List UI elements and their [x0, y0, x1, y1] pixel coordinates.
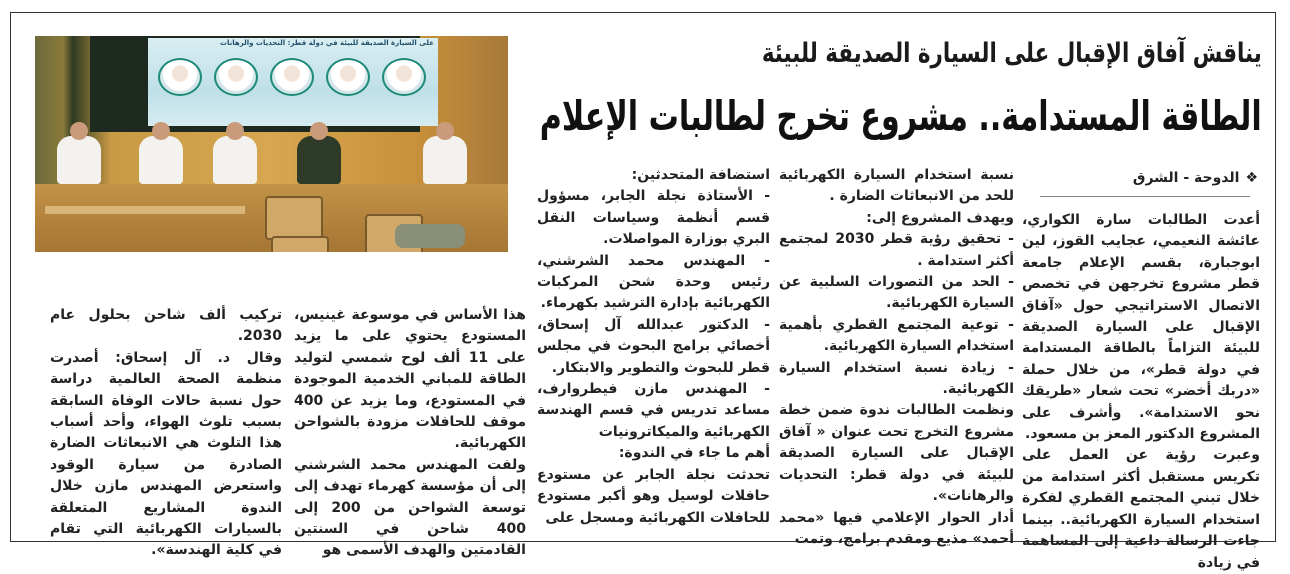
paragraph: ونظمت الطالبات ندوة ضمن خطة مشروع التخرج تحت عنوان « آفاق الإقبال على السيارة الصديقة للبيئة في دولة قطر: التحديات والرهانات». [779, 402, 1014, 505]
paragraph: نسبة استخدام السيارة الكهربائية للحد من الانبعاثات الضارة . [779, 167, 1014, 205]
subheading: استضافة المتحدثين: [631, 167, 770, 183]
photo-chair [271, 236, 329, 252]
panelist-head [226, 122, 244, 140]
dateline-divider [1040, 196, 1250, 197]
list-item: - المهندس محمد الشرشني، رئيس وحدة شحن المركبات الكهربائية بإدارة الترشيد بكهرماء. [537, 252, 770, 312]
dateline-source: الشرق [1132, 170, 1179, 186]
speaker-portrait-icon [214, 58, 258, 96]
photo-table [45, 206, 245, 214]
article-column-5 [50, 305, 282, 562]
article-headline: الطاقة المستدامة.. مشروع تخرج لطالبات الإعلام [540, 92, 1262, 140]
speaker-portrait-icon [270, 58, 314, 96]
paragraph: تركيب ألف شاحن بحلول عام 2030. [50, 307, 282, 345]
list-item: - الأستاذة نجلة الجابر، مسؤول قسم أنظمة وسياسات النقل البري بوزارة المواصلات. [537, 188, 770, 248]
list-item: - الدكتور عبدالله آل إسحاق، أخصائي برامج البحوث في مجلس قطر للبحوث والتطوير والابتكار. [537, 316, 770, 376]
subheading: أهم ما جاء في الندوة: [618, 445, 770, 462]
moderator-figure [423, 136, 467, 184]
speaker-portrait-icon [326, 58, 370, 96]
list-item: - الحد من التصورات السلبية عن السيارة الكهربائية. [779, 274, 1014, 312]
paragraph: وعبرت رؤية عن العمل على تكريس مستقبل أكثر استدامة من خلال تبني المجتمع القطري لفكرة استخدام السيارة الكهربائية.. بينما جاءت الرسالة داعية إلى المساهمة في زيادة [1022, 447, 1260, 571]
article-column-3 [537, 165, 770, 529]
speaker-portrait-icon [158, 58, 202, 96]
event-photo [35, 36, 508, 252]
article-column-1 [1022, 210, 1260, 574]
panelist-head [70, 122, 88, 140]
moderator-head [436, 122, 454, 140]
article-column-4 [294, 305, 526, 562]
panelist-head [310, 122, 328, 140]
paragraph: أدار الحوار الإعلامي فيها «محمد أحمد» مذيع ومقدم برامج، وتمت [779, 509, 1014, 547]
photo-bag [395, 224, 465, 248]
paragraph: تحدثت نجلة الجابر عن مستودع حافلات لوسيل وهو أكبر مستودع للحافلات الكهربائية ومسجل على [537, 466, 770, 526]
panelist-figure [139, 136, 183, 184]
photo-screen-title: على السيارة الصديقة للبيئة في دولة قطر: التحديات والرهانات [219, 39, 434, 47]
speaker-portrait-icon [382, 58, 426, 96]
headline-area [540, 92, 1262, 148]
list-item: - تحقيق رؤية قطر 2030 لمجتمع أكثر استدامة . [779, 231, 1014, 269]
subheading: ويهدف المشروع إلى: [866, 209, 1014, 226]
paragraph: هذا الأساس في موسوعة غينيس، المستودع يحتوي على ما يزيد على 11 ألف لوح شمسي لتوليد الطاقة للمباني الخدمية الموجودة في المستودع، وما يزيد عن 400 موقف للحافلات مزودة بالشواحن الكهربائية. [294, 307, 526, 452]
photo-screen-content [148, 38, 438, 126]
list-item: - زيادة نسبة استخدام السيارة الكهربائية. [779, 359, 1014, 398]
diamond-bullet-icon: ❖ [1245, 170, 1258, 186]
panelist-figure [57, 136, 101, 184]
dateline-place: الدوحة - [1183, 170, 1240, 186]
article-column-2 [779, 165, 1014, 550]
paragraph: وقال د. آل إسحاق: أصدرت منظمة الصحة العالمية دراسة حول نسبة حالات الوفاة السابقة بسبب تلوث الهواء، وأحد أسباب هذا التلوث هي الانبعاثات الضارة الصادرة من سيارة الوقود واستعرض المهندس مازن خلال الندوة المشاريع المتعلقة بالسيارات الكهربائية التي تقام في كلية الهندسة». [50, 349, 282, 559]
panelist-figure [297, 136, 341, 184]
paragraph: أعدت الطالبات سارة الكواري، عائشة النعيمي، عجايب القوز، لين ابوجبارة، بقسم الإعلام جامعة قطر مشروع تخرجهن في تخصص الاتصال الاستراتيجي حول «آفاق الإقبال على السيارة الصديقة للبيئة التزاماً بالطاقة المستدامة في دولة قطر»، من خلال حملة «دربك أخضر» تحت شعار «طريقك نحو الاستدامة». وأشرف على المشروع الدكتور المعز بن مسعود. [1022, 212, 1260, 443]
photo-chair [265, 196, 323, 240]
panelist-head [152, 122, 170, 140]
article-kicker: يناقش آفاق الإقبال على السيارة الصديقة للبيئة [762, 38, 1262, 69]
dateline [1028, 170, 1258, 186]
photo-display-screen [90, 36, 434, 132]
paragraph: ولفت المهندس محمد الشرشني إلى أن مؤسسة كهرماء تهدف إلى توسعة الشواحن من 200 إلى 400 شاحن في السنتين القادمتين والهدف الأسمى هو [294, 456, 527, 559]
list-item: - توعية المجتمع القطري بأهمية استخدام السيارة الكهربائية. [779, 316, 1014, 355]
list-item: - المهندس مازن فيطروارف، مساعد تدريس في قسم الهندسة الكهربائية والميكاترونيات [537, 381, 770, 440]
panelist-figure [213, 136, 257, 184]
